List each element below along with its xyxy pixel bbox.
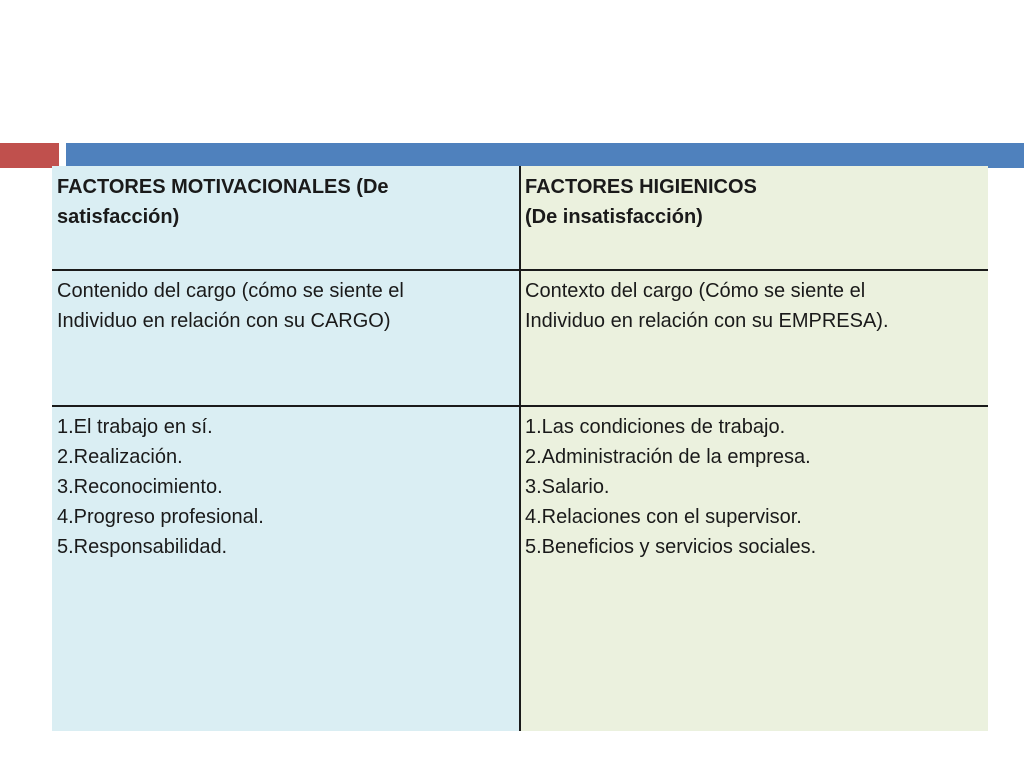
hygiene-context: Contexto del cargo (Cómo se siente el Individuo en relación con su EMPRESA).	[525, 280, 889, 332]
hygiene-header: FACTORES HIGIENICOS (De insatisfacción)	[525, 176, 757, 228]
accent-bar-red	[0, 143, 59, 168]
factors-table	[52, 166, 988, 731]
column-divider	[519, 166, 521, 731]
row-divider	[52, 405, 988, 407]
motivational-context: Contenido del cargo (cómo se siente el Individuo en relación con su CARGO)	[57, 280, 404, 332]
motivational-header: FACTORES MOTIVACIONALES (De satisfacción)	[57, 176, 389, 228]
row-divider	[52, 269, 988, 271]
hygiene-list: 1.Las condiciones de trabajo. 2.Administración de la empresa. 3.Salario. 4.Relaciones con el supervisor. 5.Beneficios y servicios sociales.	[525, 416, 817, 558]
accent-bar-blue	[66, 143, 1024, 168]
motivational-list: 1.El trabajo en sí. 2.Realización. 3.Reconocimiento. 4.Progreso profesional. 5.Responsabilidad.	[57, 416, 264, 558]
